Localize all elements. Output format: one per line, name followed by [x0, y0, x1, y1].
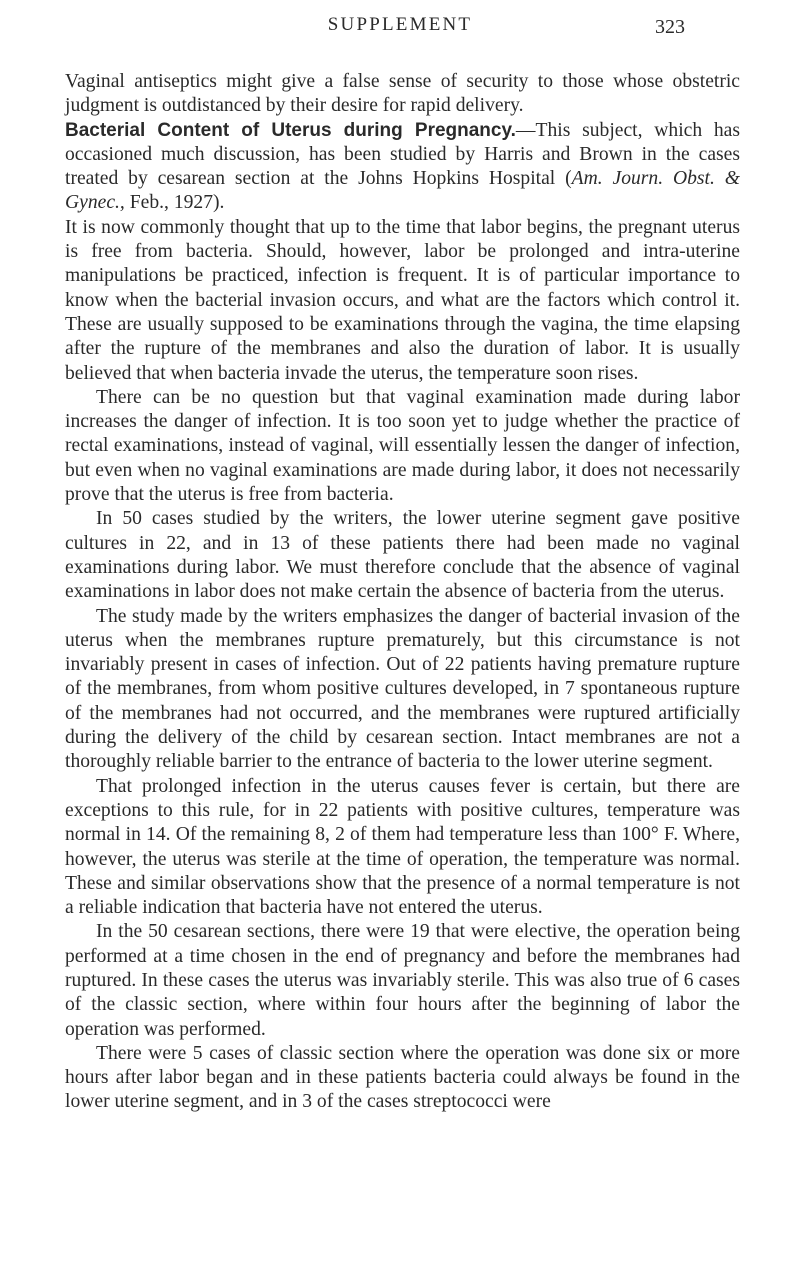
- journal-citation: Am. Journ. Obst. & Gynec.,: [65, 168, 740, 214]
- paragraph-2: [65, 119, 740, 216]
- paragraph-2-text-b: Feb., 1927).: [124, 192, 225, 214]
- paragraph-2-text-a: —This subject, which has occasioned much discussion, has been studied by Harris and Brown in the cases treated by cesarean section at the Johns Hopkins Hospital (: [65, 119, 741, 190]
- paragraph-1: Vaginal antiseptics might give a false sense of security to those whose obstetric judgment is outdistanced by their desire for rapid delivery.: [65, 71, 740, 117]
- body-text: [65, 70, 740, 1115]
- paragraph-8: In the 50 cesarean sections, there were 19 that were elective, the operation being performed at a time chosen in the end of pregnancy and before the membranes had ruptured. In these cases the uterus was invariably sterile. This was also true of 6 cases of the classic section, where within four hours after the beginning of labor the operation was performed.: [65, 921, 740, 1040]
- section-heading: Bacterial Content of Uterus during Pregnancy.: [65, 119, 516, 141]
- paragraph-6: The study made by the writers emphasizes the danger of bacterial invasion of the uterus when the membranes rupture prematurely, but this circumstance is not invariably present in cases of infection. Out of 22 patients having premature rupture of the membranes, from whom positive cultures developed, in 7 spontaneous rupture of the membranes had not occurred, and the membranes were ruptured artificially during the delivery of the child by cesarean section. Intact membranes are not a thoroughly reliable barrier to the entrance of bacteria to the lower uterine segment.: [65, 605, 740, 773]
- paragraph-4: There can be no question but that vaginal examination made during labor increases the danger of infection. It is too soon yet to judge whether the practice of rectal examinations, instead of vaginal, will essentially lessen the danger of infection, but even when no vaginal examinations are made during labor, it does not necessarily prove that the uterus is free from bacteria.: [65, 386, 740, 506]
- paragraph-9: There were 5 cases of classic section where the operation was done six or more hours after labor began and in these patients bacteria could always be found in the lower uterine segment, and in 3 of the cases streptococci were: [65, 1042, 740, 1113]
- running-title: SUPPLEMENT: [327, 14, 473, 35]
- running-head: [0, 10, 800, 40]
- paragraph-3: It is now commonly thought that up to the time that labor begins, the pregnant uterus is free from bacteria. Should, however, labor be prolonged and intra-uterine manipulations be practiced, infection is frequent. It is of particular importance to know when the bacterial invasion occurs, and what are the factors which control it. These are usually supposed to be examinations through the vagina, the time elapsing after the rupture of the membranes and also the duration of labor. It is usually believed that when bacteria invade the uterus, the temperature soon rises.: [65, 216, 740, 384]
- paragraph-5: In 50 cases studied by the writers, the lower uterine segment gave positive cultures in 22, and in 13 of these patients there had been made no vaginal examinations during labor. We must therefore conclude that the absence of vaginal examinations in labor does not make certain the absence of bacteria from the uterus.: [65, 508, 740, 603]
- paragraph-7: That prolonged infection in the uterus causes fever is certain, but there are exceptions to this rule, for in 22 patients with positive cultures, temperature was normal in 14. Of the remaining 8, 2 of them had temperature less than 100° F. Where, however, the uterus was sterile at the time of operation, the temperature was normal. These and similar observations show that the presence of a normal temperature is not a reliable indication that bacteria have not entered the uterus.: [65, 775, 740, 919]
- page-number: 323: [655, 16, 685, 38]
